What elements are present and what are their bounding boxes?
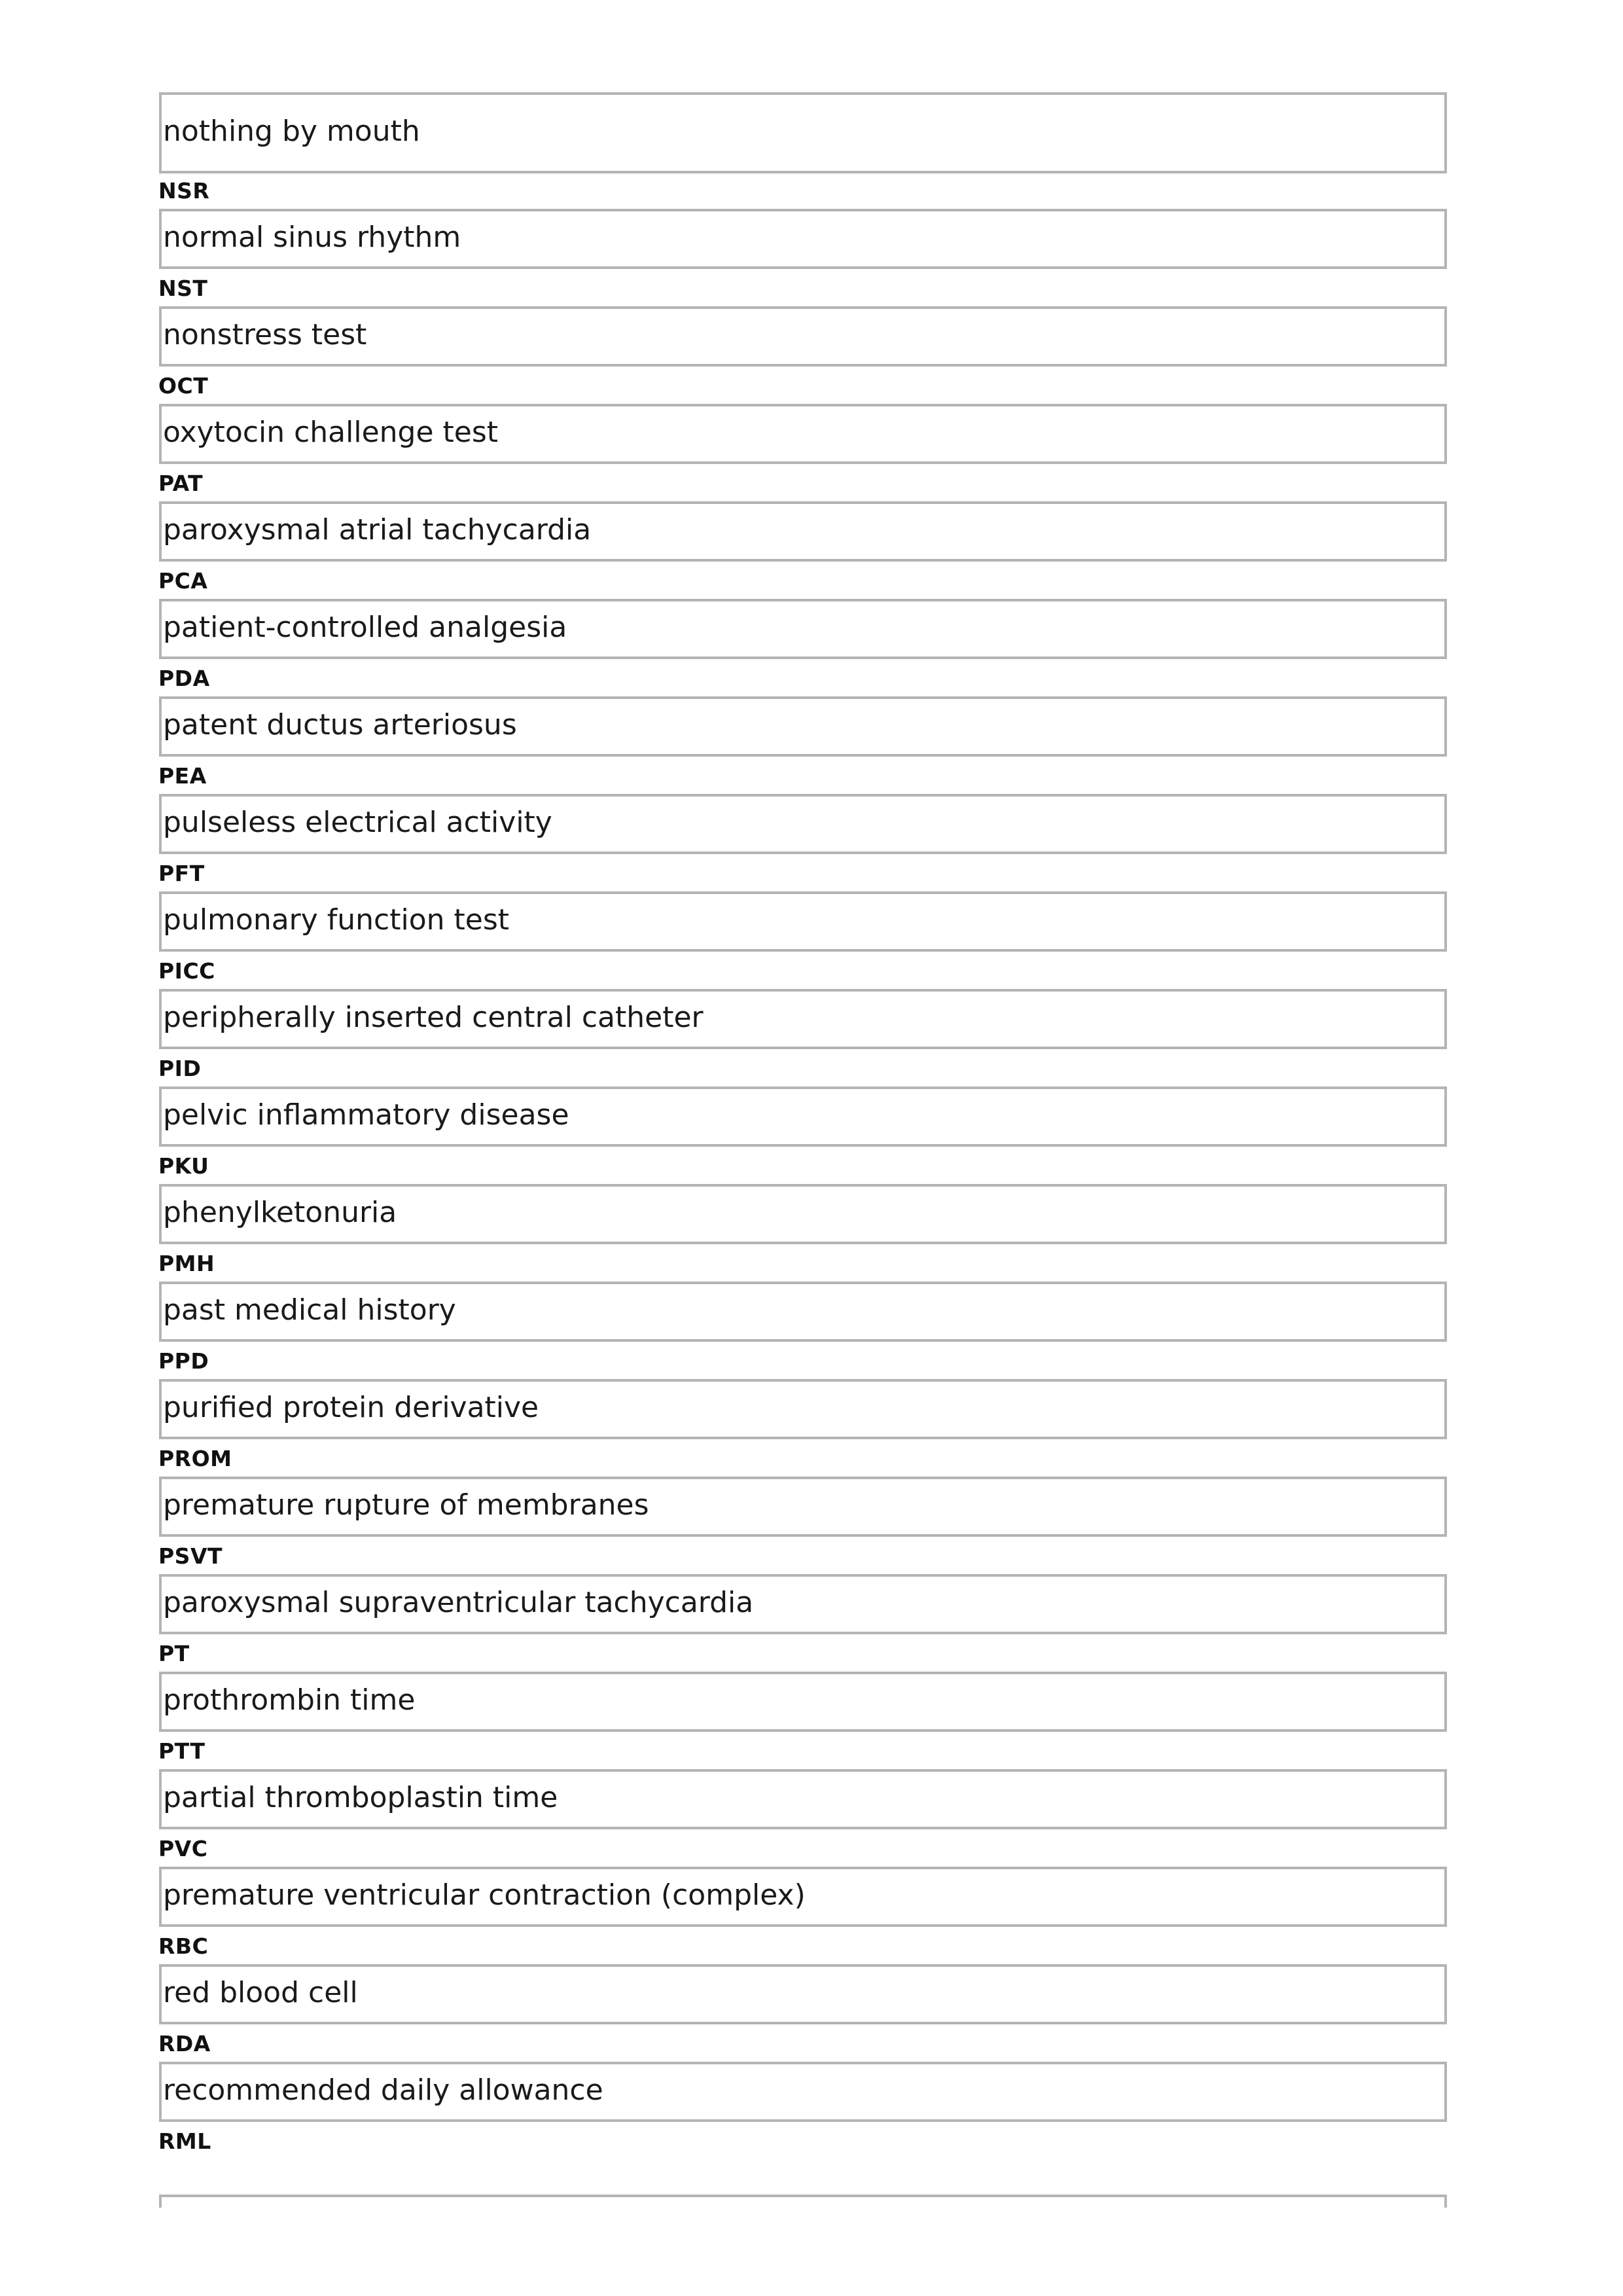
abbreviation-label: PVC (158, 1836, 208, 1861)
definition-box (159, 1477, 1447, 1537)
abbreviation-label: RDA (158, 2031, 211, 2056)
definition-box-partial (159, 2195, 1447, 2208)
abbreviation-label: PPD (158, 1348, 209, 1374)
abbreviation-label: PROM (158, 1446, 232, 1471)
definition-box (159, 989, 1447, 1049)
abbreviation-label: PT (158, 1641, 190, 1666)
abbreviation-label: PCA (158, 568, 208, 594)
definition-text: premature ventricular contraction (complex) (163, 1878, 806, 1912)
definition-text: paroxysmal atrial tachycardia (163, 513, 592, 547)
abbreviation-label: OCT (158, 373, 209, 399)
definition-text: peripherally inserted central catheter (163, 1001, 704, 1034)
definition-box (159, 209, 1447, 269)
definition-box (159, 2062, 1447, 2122)
definition-text: patient-controlled analgesia (163, 611, 567, 644)
abbreviation-label: PAT (158, 471, 204, 496)
definition-box (159, 1086, 1447, 1147)
definition-text: paroxysmal supraventricular tachycardia (163, 1586, 754, 1619)
abbreviation-label: RBC (158, 1933, 209, 1959)
definition-text: normal sinus rhythm (163, 221, 461, 254)
definition-box (159, 1184, 1447, 1244)
definition-text: pelvic inflammatory disease (163, 1098, 569, 1132)
definition-box (159, 1282, 1447, 1342)
definition-box (159, 306, 1447, 367)
definition-box (159, 1379, 1447, 1439)
definition-box (159, 891, 1447, 952)
definition-text: purified protein derivative (163, 1391, 539, 1424)
definition-box (159, 1867, 1447, 1927)
definition-text: pulmonary function test (163, 903, 510, 937)
definition-text: red blood cell (163, 1976, 358, 2009)
definition-box (159, 501, 1447, 562)
definition-text: nothing by mouth (163, 115, 420, 148)
abbreviation-label: PKU (158, 1153, 209, 1179)
abbreviation-label: PSVT (158, 1543, 223, 1569)
abbreviation-label: PTT (158, 1738, 205, 1764)
definition-box (159, 404, 1447, 464)
abbreviation-label: NSR (158, 178, 210, 204)
definition-box (159, 696, 1447, 757)
definition-text: recommended daily allowance (163, 2073, 603, 2107)
definition-box (159, 599, 1447, 659)
abbreviation-label: PFT (158, 861, 205, 886)
abbreviation-label: PEA (158, 763, 207, 789)
definition-text: past medical history (163, 1293, 456, 1327)
definition-box (159, 1964, 1447, 2024)
definition-text: premature rupture of membranes (163, 1488, 649, 1522)
definition-text: partial thromboplastin time (163, 1781, 558, 1814)
definition-box (159, 1574, 1447, 1634)
abbreviation-label: PICC (158, 958, 215, 984)
definition-box (159, 1672, 1447, 1732)
definition-box (159, 1769, 1447, 1829)
abbreviation-label: PMH (158, 1251, 215, 1276)
definition-text: oxytocin challenge test (163, 416, 499, 449)
abbreviation-label: RML (158, 2128, 211, 2154)
abbreviation-label: NST (158, 276, 208, 301)
abbreviation-label: PDA (158, 666, 210, 691)
definition-box (159, 794, 1447, 854)
definition-text: prothrombin time (163, 1683, 416, 1717)
abbreviation-label: PID (158, 1056, 202, 1081)
definition-text: phenylketonuria (163, 1196, 397, 1229)
definition-text: patent ductus arteriosus (163, 708, 517, 742)
definition-text: nonstress test (163, 318, 367, 351)
definition-text: pulseless electrical activity (163, 806, 552, 839)
definition-box (159, 92, 1447, 173)
